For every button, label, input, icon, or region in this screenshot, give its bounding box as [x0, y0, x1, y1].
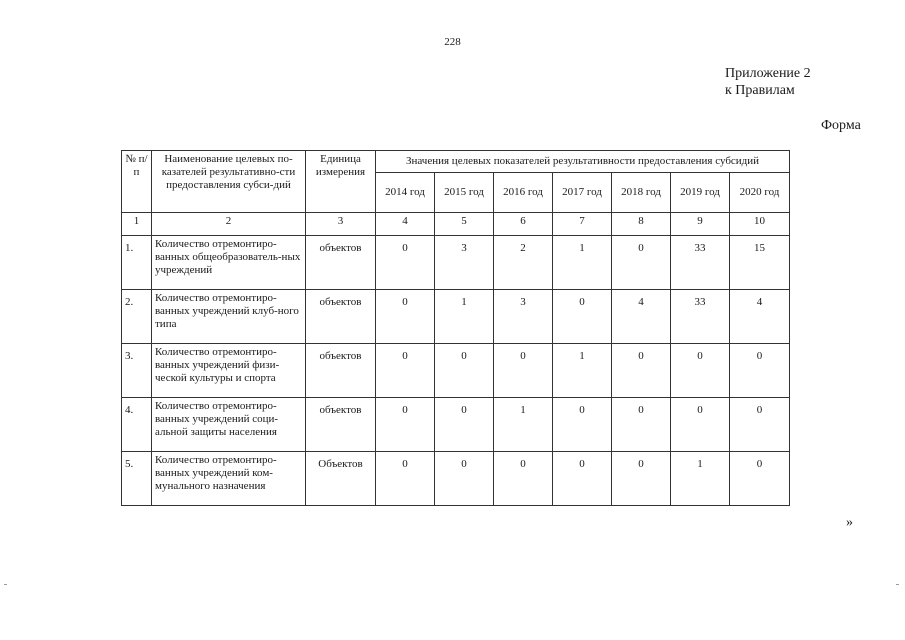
header-values: Значения целевых показателей результативности предоставления субсидий — [376, 151, 790, 173]
value-cell: 0 — [494, 452, 553, 506]
value-cell: 3 — [435, 236, 494, 290]
value-cell: 4 — [612, 290, 671, 344]
column-number: 6 — [494, 213, 553, 236]
header-year: 2014 год — [376, 173, 435, 213]
unit-cell: объектов — [306, 344, 376, 398]
value-cell: 0 — [671, 398, 730, 452]
value-cell: 2 — [494, 236, 553, 290]
indicator-name: Количество отремонтиро-ванных учреждений ком-мунального назначения — [152, 452, 306, 506]
unit-cell: объектов — [306, 236, 376, 290]
closing-quote: » — [846, 515, 853, 530]
header-unit: Единица измерения — [306, 151, 376, 213]
indicator-name: Количество отремонтиро-ванных учреждений соци-альной защиты населения — [152, 398, 306, 452]
row-number: 4. — [122, 398, 152, 452]
value-cell: 15 — [730, 236, 790, 290]
row-number: 2. — [122, 290, 152, 344]
value-cell: 0 — [671, 344, 730, 398]
value-cell: 0 — [435, 452, 494, 506]
column-number: 3 — [306, 213, 376, 236]
appendix-subtitle: к Правилам — [725, 83, 795, 98]
table-row — [122, 290, 790, 344]
value-cell: 3 — [494, 290, 553, 344]
value-cell: 0 — [612, 344, 671, 398]
table-row — [122, 452, 790, 506]
value-cell: 0 — [612, 236, 671, 290]
value-cell: 0 — [730, 398, 790, 452]
header-year: 2018 год — [612, 173, 671, 213]
column-number: 4 — [376, 213, 435, 236]
unit-cell: объектов — [306, 398, 376, 452]
value-cell: 0 — [376, 452, 435, 506]
column-number: 7 — [553, 213, 612, 236]
value-cell: 0 — [730, 344, 790, 398]
header-year: 2016 год — [494, 173, 553, 213]
value-cell: 0 — [612, 398, 671, 452]
row-number: 1. — [122, 236, 152, 290]
page-number: 228 — [444, 36, 461, 48]
scan-mark — [4, 584, 7, 585]
column-number: 5 — [435, 213, 494, 236]
value-cell: 4 — [730, 290, 790, 344]
value-cell: 33 — [671, 290, 730, 344]
unit-cell: объектов — [306, 290, 376, 344]
indicator-name: Количество отремонтиро-ванных учреждений клуб-ного типа — [152, 290, 306, 344]
column-number: 9 — [671, 213, 730, 236]
form-label: Форма — [821, 118, 861, 133]
table-row — [122, 398, 790, 452]
value-cell: 0 — [435, 344, 494, 398]
value-cell: 33 — [671, 236, 730, 290]
value-cell: 0 — [730, 452, 790, 506]
column-number: 8 — [612, 213, 671, 236]
header-num: № п/п — [122, 151, 152, 213]
value-cell: 0 — [494, 344, 553, 398]
value-cell: 0 — [376, 398, 435, 452]
column-number: 1 — [122, 213, 152, 236]
indicator-name: Количество отремонтиро-ванных общеобразователь-ных учреждений — [152, 236, 306, 290]
row-number: 5. — [122, 452, 152, 506]
table-row — [122, 344, 790, 398]
value-cell: 0 — [612, 452, 671, 506]
value-cell: 0 — [376, 236, 435, 290]
value-cell: 0 — [553, 398, 612, 452]
value-cell: 0 — [435, 398, 494, 452]
value-cell: 0 — [376, 344, 435, 398]
header-year: 2015 год — [435, 173, 494, 213]
row-number: 3. — [122, 344, 152, 398]
column-number-row — [122, 213, 790, 236]
header-year: 2017 год — [553, 173, 612, 213]
value-cell: 1 — [553, 344, 612, 398]
value-cell: 1 — [494, 398, 553, 452]
value-cell: 0 — [553, 452, 612, 506]
value-cell: 1 — [435, 290, 494, 344]
value-cell: 1 — [671, 452, 730, 506]
unit-cell: Объектов — [306, 452, 376, 506]
table-row — [122, 236, 790, 290]
scan-mark — [896, 584, 899, 585]
value-cell: 1 — [553, 236, 612, 290]
header-year: 2019 год — [671, 173, 730, 213]
header-year: 2020 год — [730, 173, 790, 213]
header-name: Наименование целевых по-казателей результативно-сти предоставления субси-дий — [152, 151, 306, 213]
value-cell: 0 — [553, 290, 612, 344]
appendix-title: Приложение 2 — [725, 66, 811, 81]
value-cell: 0 — [376, 290, 435, 344]
indicators-table — [121, 150, 790, 506]
column-number: 10 — [730, 213, 790, 236]
column-number: 2 — [152, 213, 306, 236]
indicator-name: Количество отремонтиро-ванных учреждений физи-ческой культуры и спорта — [152, 344, 306, 398]
